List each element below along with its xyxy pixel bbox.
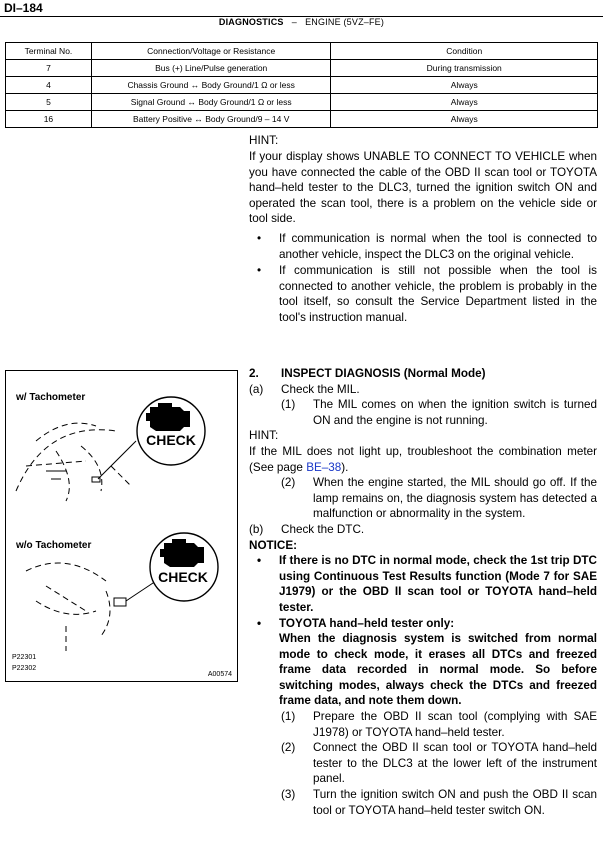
table-header-cell: Terminal No. <box>6 43 92 60</box>
bullet-item <box>249 231 597 262</box>
step-text: The MIL comes on when the ignition switch is turned ON and the engine is not running. <box>313 398 597 427</box>
figure-code: P22302 <box>12 665 37 672</box>
hint-paragraph <box>249 444 597 475</box>
page-number: DI–184 <box>4 1 43 15</box>
notice-text: If there is no DTC in normal mode, check the 1st trip DTC using Continuous Test Results function (Mode 7 for SAE J1979) or the OBD II scan tool or TOYOTA hand–held tester. <box>279 554 597 614</box>
bullet-icon: • <box>257 616 262 630</box>
table-header-row <box>6 43 598 60</box>
step-label: (a) <box>249 382 264 396</box>
step-label: (2) <box>281 741 296 755</box>
table-cell: Bus (+) Line/Pulse generation <box>91 60 331 77</box>
table-cell: 7 <box>6 60 92 77</box>
step-a1 <box>281 397 597 428</box>
procedure-step <box>281 709 597 740</box>
hint-text: If the MIL does not light up, troubleshoot the combination meter (See page <box>249 444 597 474</box>
notice-item <box>249 616 597 710</box>
step-text: Check the DTC. <box>281 522 365 536</box>
gauge-details <box>46 441 136 482</box>
step-a <box>249 382 597 398</box>
section-heading <box>249 366 597 382</box>
bullet-text: If communication is normal when the tool is connected to another vehicle, inspect the DLC3 on the original vehicle. <box>279 232 597 261</box>
check-label: CHECK <box>146 432 196 448</box>
table-row <box>6 94 598 111</box>
table-row <box>6 60 598 77</box>
step-a2 <box>281 475 597 522</box>
label-without-tachometer: w/o Tachometer <box>16 540 92 551</box>
bullet-icon: • <box>257 232 262 245</box>
check-engine-callout <box>150 533 218 601</box>
step-label: (1) <box>281 710 296 724</box>
header-subsection: ENGINE (5VZ–FE) <box>305 17 385 27</box>
label-with-tachometer: w/ Tachometer <box>16 392 86 403</box>
check-label: CHECK <box>158 569 208 585</box>
check-engine-callout <box>137 397 205 465</box>
step-text: Prepare the OBD II scan tool (complying with SAE J1978) or TOYOTA hand–held tester. <box>313 710 597 739</box>
table-cell: 16 <box>6 111 92 128</box>
mil-figure <box>5 370 238 682</box>
header-section: DIAGNOSTICS <box>218 17 284 27</box>
table-row <box>6 111 598 128</box>
terminal-table <box>5 42 598 128</box>
table-row <box>6 77 598 94</box>
table-cell: Always <box>331 94 598 111</box>
section-2 <box>249 366 597 818</box>
step-text: Check the MIL. <box>281 382 360 396</box>
table-header-cell: Condition <box>331 43 598 60</box>
table-cell: Always <box>331 77 598 94</box>
notice-item <box>249 553 597 615</box>
table-header-cell: Connection/Voltage or Resistance <box>91 43 331 60</box>
notice-title: TOYOTA hand–held tester only: <box>279 616 455 630</box>
table-cell: Always <box>331 111 598 128</box>
step-text: When the engine started, the MIL should go off. If the lamp remains on, the diagnosis system has detected a malfunction or abnormality in the system. <box>313 476 597 521</box>
table-cell: 4 <box>6 77 92 94</box>
page-link[interactable]: BE–38 <box>306 460 342 474</box>
hint-label: HINT: <box>249 429 279 443</box>
tachometer-gauges <box>16 423 131 501</box>
hint-label: HINT: <box>249 134 279 147</box>
bullet-icon: • <box>257 264 262 278</box>
header-separator: – <box>291 17 297 27</box>
table-cell: Chassis Ground ↔ Body Ground/1 Ω or less <box>91 77 331 94</box>
section-number: 2. <box>249 367 259 380</box>
notice-body <box>279 616 597 710</box>
bullet-text: If communication is still not possible when the tool is connected to another vehicle, the problem is probably in the tool itself, so consult the Service Department listed in the tool's instruction manual. <box>279 264 597 324</box>
notice-label: NOTICE: <box>249 538 298 552</box>
figure-code: P22301 <box>12 654 37 661</box>
hint-text-end: ). <box>341 460 349 474</box>
procedure-step <box>281 740 597 787</box>
step-label: (2) <box>281 476 296 490</box>
step-text: Turn the ignition switch ON and push the OBD II scan tool or TOYOTA hand–held tester switch ON. <box>313 788 597 817</box>
section-title: INSPECT DIAGNOSIS (Normal Mode) <box>281 367 486 380</box>
hint-bullet-list <box>249 231 597 327</box>
bullet-icon: • <box>257 554 262 568</box>
table-cell: Signal Ground ↔ Body Ground/1 Ω or less <box>91 94 331 111</box>
page-header <box>0 17 603 27</box>
notice-text: When the diagnosis system is switched from normal mode to check mode, it erases all DTCs and freezed frame data recorded in normal mode. So before switching modes, always check the DTCs and freezed frame data, and note them down. <box>279 632 597 708</box>
figure-code: A00574 <box>207 671 232 678</box>
step-text: Connect the OBD II scan tool or TOYOTA hand–held tester to the DLC3 at the lower left of the instrument panel. <box>313 741 597 786</box>
speedometer-gauges <box>26 563 110 651</box>
table-cell: 5 <box>6 94 92 111</box>
table-cell: Battery Positive ↔ Body Ground/9 – 14 V <box>91 111 331 128</box>
step-label: (b) <box>249 522 264 536</box>
step-b <box>249 522 597 538</box>
step-label: (3) <box>281 788 296 802</box>
dashboard-illustration <box>6 371 237 681</box>
bullet-item <box>249 263 597 325</box>
table-cell: During transmission <box>331 60 598 77</box>
hint-paragraph: If your display shows UNABLE TO CONNECT TO VEHICLE when you have connected the cable of the OBD II scan tool or TOYOTA hand–held tester to the DLC3, turned the ignition switch ON and operated the scan tool, there is a problem on the vehicle side or tool side. <box>249 150 597 226</box>
procedure-step <box>281 787 597 818</box>
step-label: (1) <box>281 398 296 412</box>
gauge-details <box>114 581 156 606</box>
